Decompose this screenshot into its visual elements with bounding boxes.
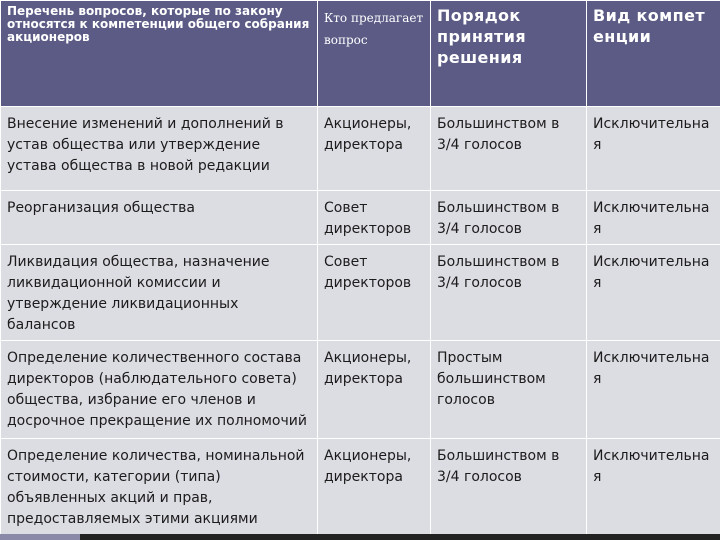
header-questions: Перечень вопросов, которые по закону относятся к компетенции общего собрания акционеров bbox=[1, 1, 318, 107]
header-procedure: Порядок принятия решения bbox=[431, 1, 587, 107]
procedure-cell: Большинством в 3/4 голосов bbox=[431, 191, 587, 245]
table-row bbox=[1, 107, 720, 191]
question-cell: Ликвидация общества, назначение ликвидационной комиссии и утверждение ликвидационных балансов bbox=[1, 245, 318, 341]
question-cell: Реорганизация общества bbox=[1, 191, 318, 245]
procedure-cell: Большинством в 3/4 голосов bbox=[431, 107, 587, 191]
header-competence-type: Вид компетенции bbox=[587, 1, 720, 107]
competence-type-cell: Исключительная bbox=[587, 107, 720, 191]
proposer-cell: Акционеры, директора bbox=[318, 439, 431, 539]
competence-type-cell: Исключительная bbox=[587, 341, 720, 439]
proposer-cell: Акционеры, директора bbox=[318, 107, 431, 191]
table-row bbox=[1, 439, 720, 539]
competence-type-cell: Исключительная bbox=[587, 439, 720, 539]
slide-bottom-bar bbox=[0, 534, 720, 540]
competence-type-cell: Исключительная bbox=[587, 191, 720, 245]
procedure-cell: Большинством в 3/4 голосов bbox=[431, 439, 587, 539]
question-cell: Определение количества, номинальной стоимости, категории (типа) объявленных акций и прав, предоставляемых этими акциями bbox=[1, 439, 318, 539]
proposer-cell: Совет директоров bbox=[318, 245, 431, 341]
competence-type-cell: Исключительная bbox=[587, 245, 720, 341]
question-cell: Внесение изменений и дополнений в устав общества или утверждение устава общества в новой редакции bbox=[1, 107, 318, 191]
procedure-cell: Большинством в 3/4 голосов bbox=[431, 245, 587, 341]
table-header-row bbox=[1, 1, 720, 107]
table-row bbox=[1, 191, 720, 245]
table-row bbox=[1, 341, 720, 439]
table-row bbox=[1, 245, 720, 341]
question-cell: Определение количественного состава директоров (наблюдательного совета) общества, избрание его членов и досрочное прекращение их полномочий bbox=[1, 341, 318, 439]
proposer-cell: Акционеры, директора bbox=[318, 341, 431, 439]
bottom-bar-accent bbox=[0, 534, 80, 540]
proposer-cell: Совет директоров bbox=[318, 191, 431, 245]
procedure-cell: Простым большинством голосов bbox=[431, 341, 587, 439]
header-proposer: Кто предлагает вопрос bbox=[318, 1, 431, 107]
